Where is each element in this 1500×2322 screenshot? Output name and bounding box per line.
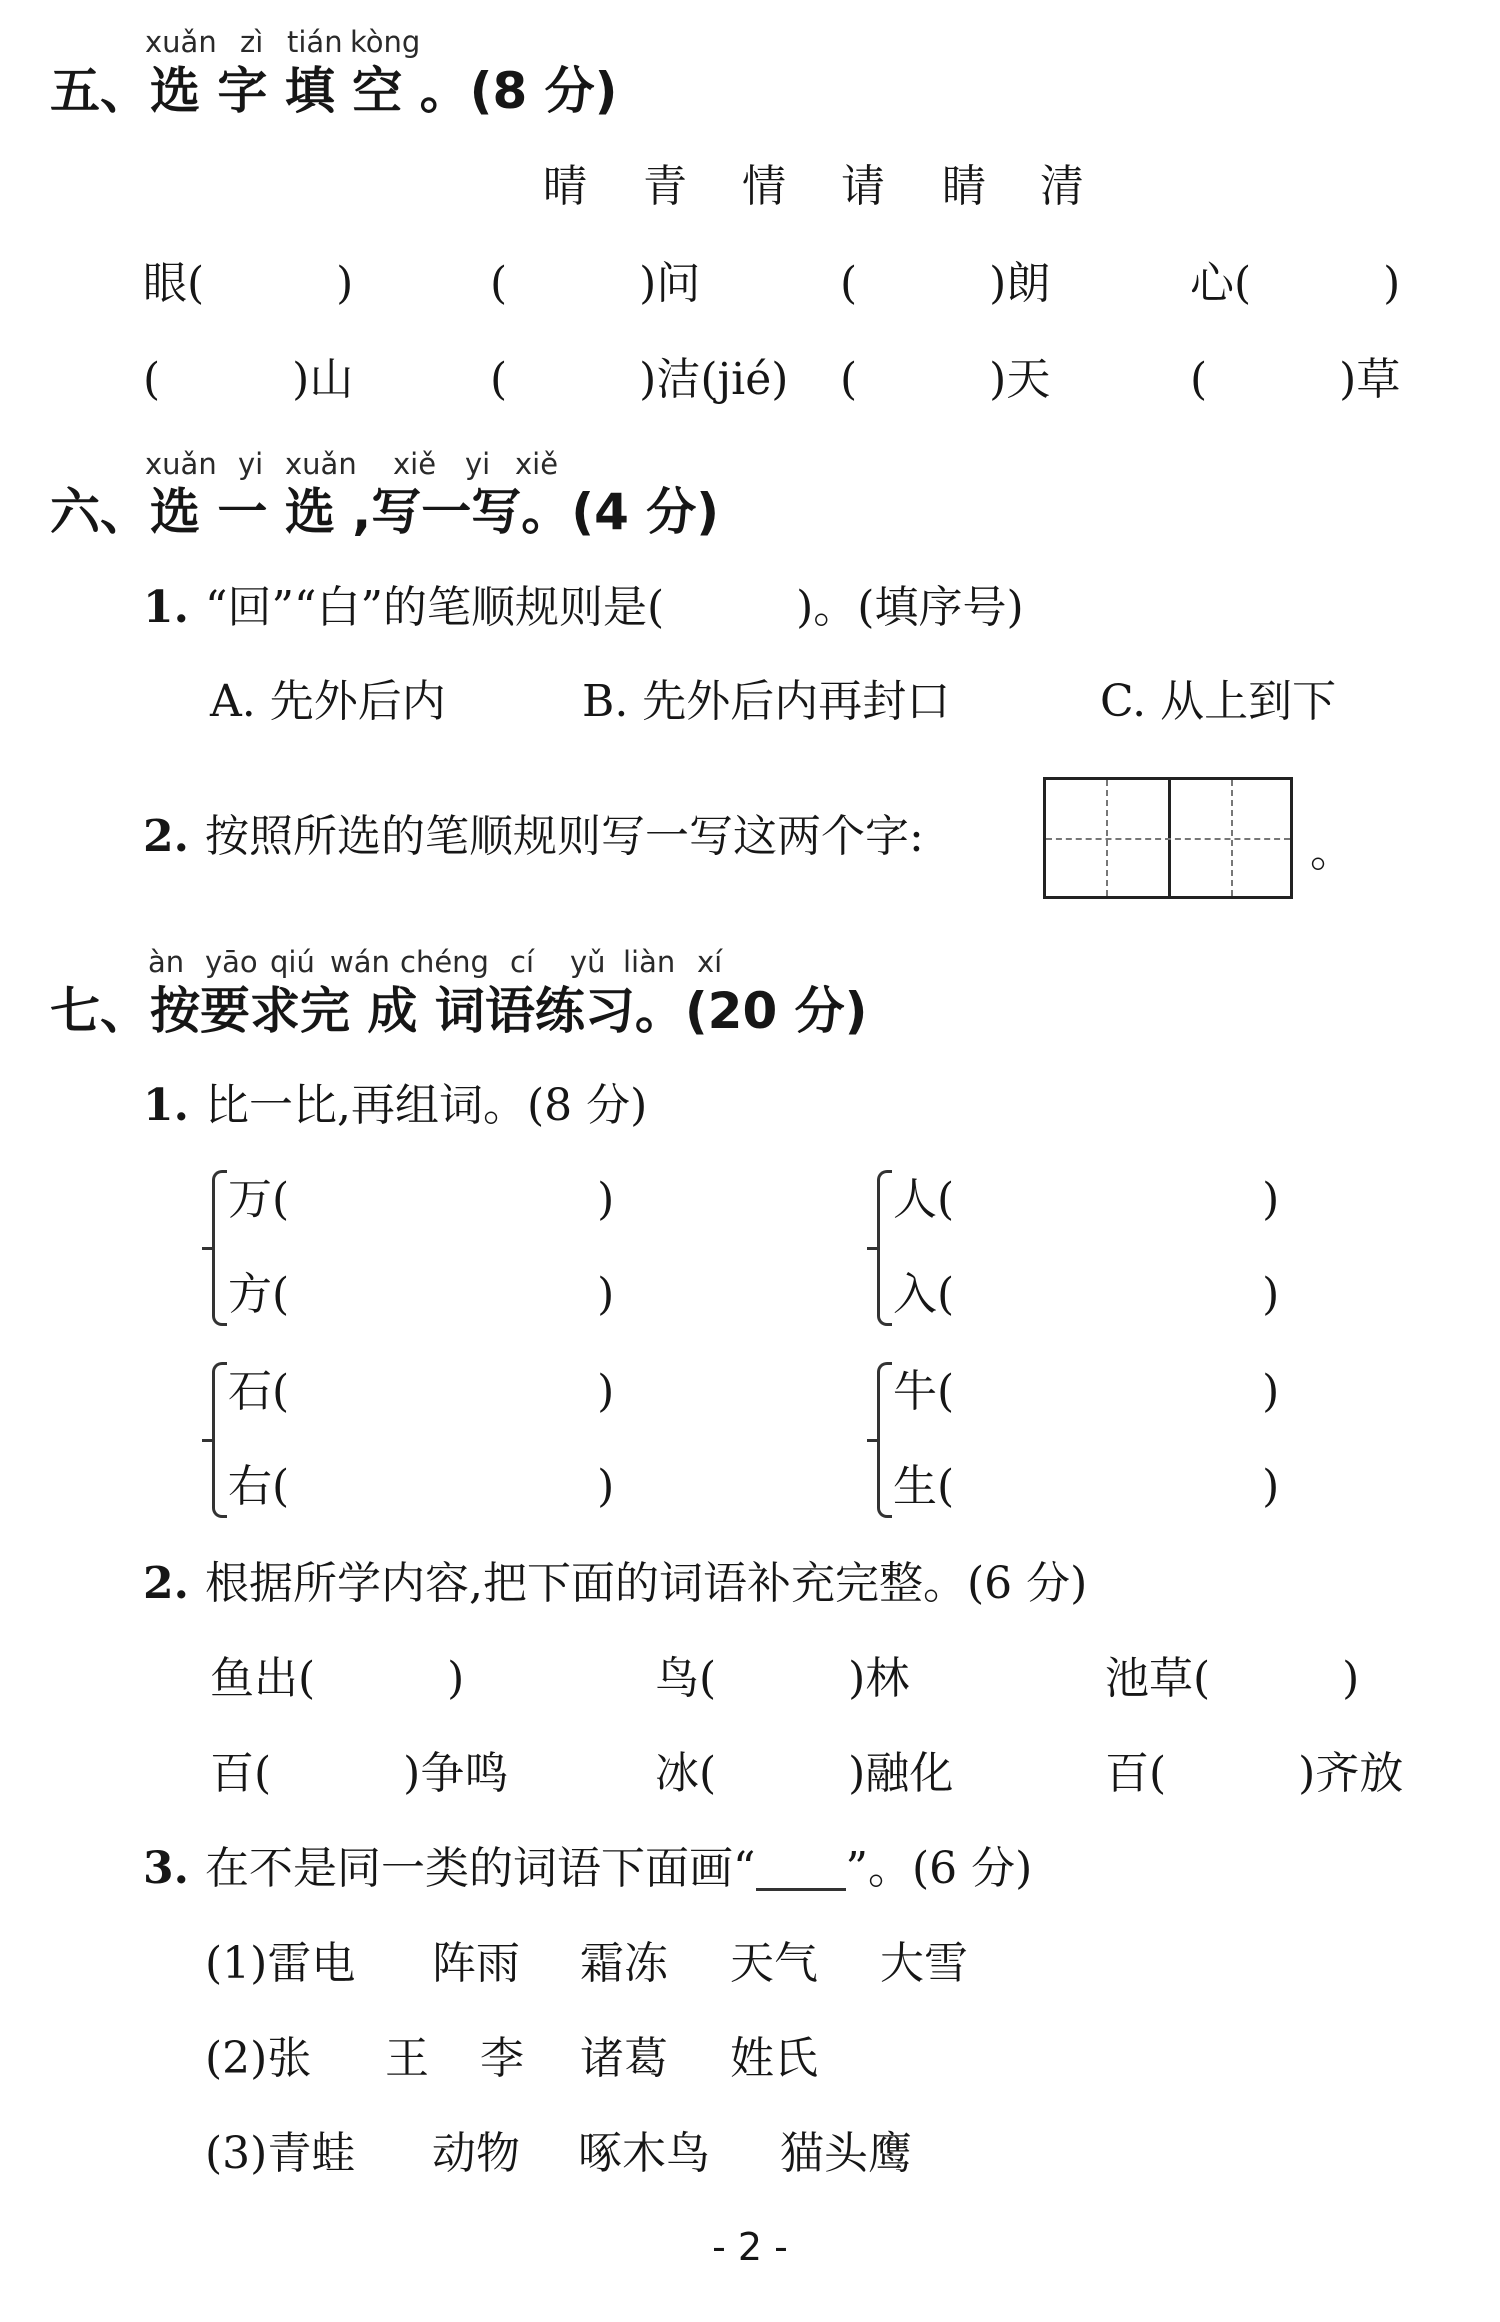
idiom-blank[interactable]: 池草( ): [1105, 1653, 1360, 1704]
section-7-title: 七、按要求完 成 词语练习。(20 分): [50, 982, 868, 1040]
pinyin-xuan: xuǎn: [145, 447, 217, 481]
word-item[interactable]: 霜冻: [580, 1938, 668, 1989]
section-6-title: 六、选 一 选 ,写一写。(4 分): [50, 483, 720, 541]
word-item[interactable]: (2)张: [205, 2033, 312, 2084]
question-text: “回”“白”的笔顺规则是( )。(填序号): [205, 582, 1024, 633]
word-item[interactable]: 王: [385, 2033, 429, 2084]
idiom-blank[interactable]: 鸟( )林: [655, 1653, 910, 1704]
pinyin-xuan: xuǎn: [285, 447, 357, 481]
fill-blank[interactable]: ( )天: [840, 354, 1051, 405]
choice-char: 睛: [942, 161, 986, 212]
question-number: 2.: [143, 1558, 189, 1609]
period: 。: [1310, 826, 1354, 877]
compare-char-blank[interactable]: 石( ): [228, 1366, 615, 1417]
question-text: 按照所选的笔顺规则写一写这两个字:: [205, 811, 924, 862]
section-5-title: 五、选 字 填 空 。(8 分): [50, 62, 618, 120]
compare-char-blank[interactable]: 人( ): [893, 1174, 1280, 1225]
word-item[interactable]: (1)雷电: [205, 1938, 356, 1989]
idiom-blank[interactable]: 百( )齐放: [1105, 1748, 1404, 1799]
option-a[interactable]: A. 先外后内: [210, 676, 446, 727]
pinyin-kong: kòng: [350, 25, 421, 59]
underline-sample: [756, 1852, 846, 1891]
word-item[interactable]: 姓氏: [730, 2033, 818, 2084]
compare-char-blank[interactable]: 方( ): [228, 1269, 615, 1320]
brace-bracket: [877, 1170, 892, 1326]
brace-bracket: [877, 1362, 892, 1518]
pinyin-qiu: qiú: [270, 945, 315, 979]
question-text-end: ”。(6 分): [845, 1843, 1033, 1894]
word-item[interactable]: 猫头鹰: [780, 2128, 912, 2179]
question-number: 2.: [143, 811, 189, 862]
option-b[interactable]: B. 先外后内再封口: [582, 676, 951, 727]
pinyin-wan: wán: [330, 945, 390, 979]
fill-blank[interactable]: ( )洁(jié): [490, 354, 789, 405]
choice-char: 清: [1040, 161, 1084, 212]
brace-bracket: [212, 1362, 227, 1518]
pinyin-tian: tián: [287, 25, 343, 59]
page-number: - 2 -: [712, 2225, 788, 2269]
choice-char: 青: [643, 161, 687, 212]
question-text: [205, 1843, 1033, 1894]
idiom-blank[interactable]: 鱼出( ): [210, 1653, 465, 1704]
fill-blank[interactable]: ( )草: [1190, 354, 1401, 405]
pinyin-yu: yǔ: [570, 945, 606, 979]
fill-blank[interactable]: 眼( ): [143, 258, 354, 309]
compare-char-blank[interactable]: 入( ): [893, 1269, 1280, 1320]
choice-char: 请: [841, 161, 885, 212]
compare-char-blank[interactable]: 万( ): [228, 1174, 615, 1225]
pinyin-xuan: xuǎn: [145, 25, 217, 59]
word-item[interactable]: 阵雨: [432, 1938, 520, 1989]
question-number: 1.: [143, 582, 189, 633]
compare-char-blank[interactable]: 右( ): [228, 1461, 615, 1512]
compare-char-blank[interactable]: 牛( ): [893, 1366, 1280, 1417]
question-text: 比一比,再组词。(8 分): [205, 1080, 648, 1131]
question-number: 1.: [143, 1080, 189, 1131]
brace-bracket: [212, 1170, 227, 1326]
question-text-start: 在不是同一类的词语下面画“: [205, 1843, 756, 1894]
idiom-blank[interactable]: 冰( )融化: [655, 1748, 954, 1799]
choice-char: 情: [742, 161, 786, 212]
idiom-blank[interactable]: 百( )争鸣: [210, 1748, 509, 1799]
writing-grid[interactable]: [1043, 777, 1293, 899]
pinyin-lian: liàn: [623, 945, 676, 979]
question-number: 3.: [143, 1843, 189, 1894]
pinyin-yi: yi: [238, 447, 264, 481]
word-item[interactable]: 诸葛: [580, 2033, 668, 2084]
choice-char: 晴: [543, 161, 587, 212]
word-item[interactable]: (3)青蛙: [205, 2128, 356, 2179]
pinyin-yao: yāo: [205, 945, 258, 979]
pinyin-xie: xiě: [515, 447, 559, 481]
pinyin-cheng: chéng: [400, 945, 489, 979]
pinyin-ci: cí: [510, 945, 535, 979]
word-item[interactable]: 李: [480, 2033, 524, 2084]
word-item[interactable]: 啄木鸟: [578, 2128, 710, 2179]
word-item[interactable]: 动物: [432, 2128, 520, 2179]
word-item[interactable]: 大雪: [880, 1938, 968, 1989]
pinyin-xi: xí: [697, 945, 723, 979]
option-c[interactable]: C. 从上到下: [1100, 676, 1337, 727]
question-text: 根据所学内容,把下面的词语补充完整。(6 分): [205, 1558, 1088, 1609]
pinyin-xie: xiě: [393, 447, 437, 481]
pinyin-an: àn: [148, 945, 185, 979]
fill-blank[interactable]: ( )问: [490, 258, 701, 309]
fill-blank[interactable]: ( )朗: [840, 258, 1051, 309]
word-item[interactable]: 天气: [730, 1938, 818, 1989]
pinyin-yi: yi: [465, 447, 491, 481]
pinyin-zi: zì: [240, 25, 264, 59]
compare-char-blank[interactable]: 生( ): [893, 1461, 1280, 1512]
fill-blank[interactable]: ( )山: [143, 354, 354, 405]
fill-blank[interactable]: 心( ): [1190, 258, 1401, 309]
